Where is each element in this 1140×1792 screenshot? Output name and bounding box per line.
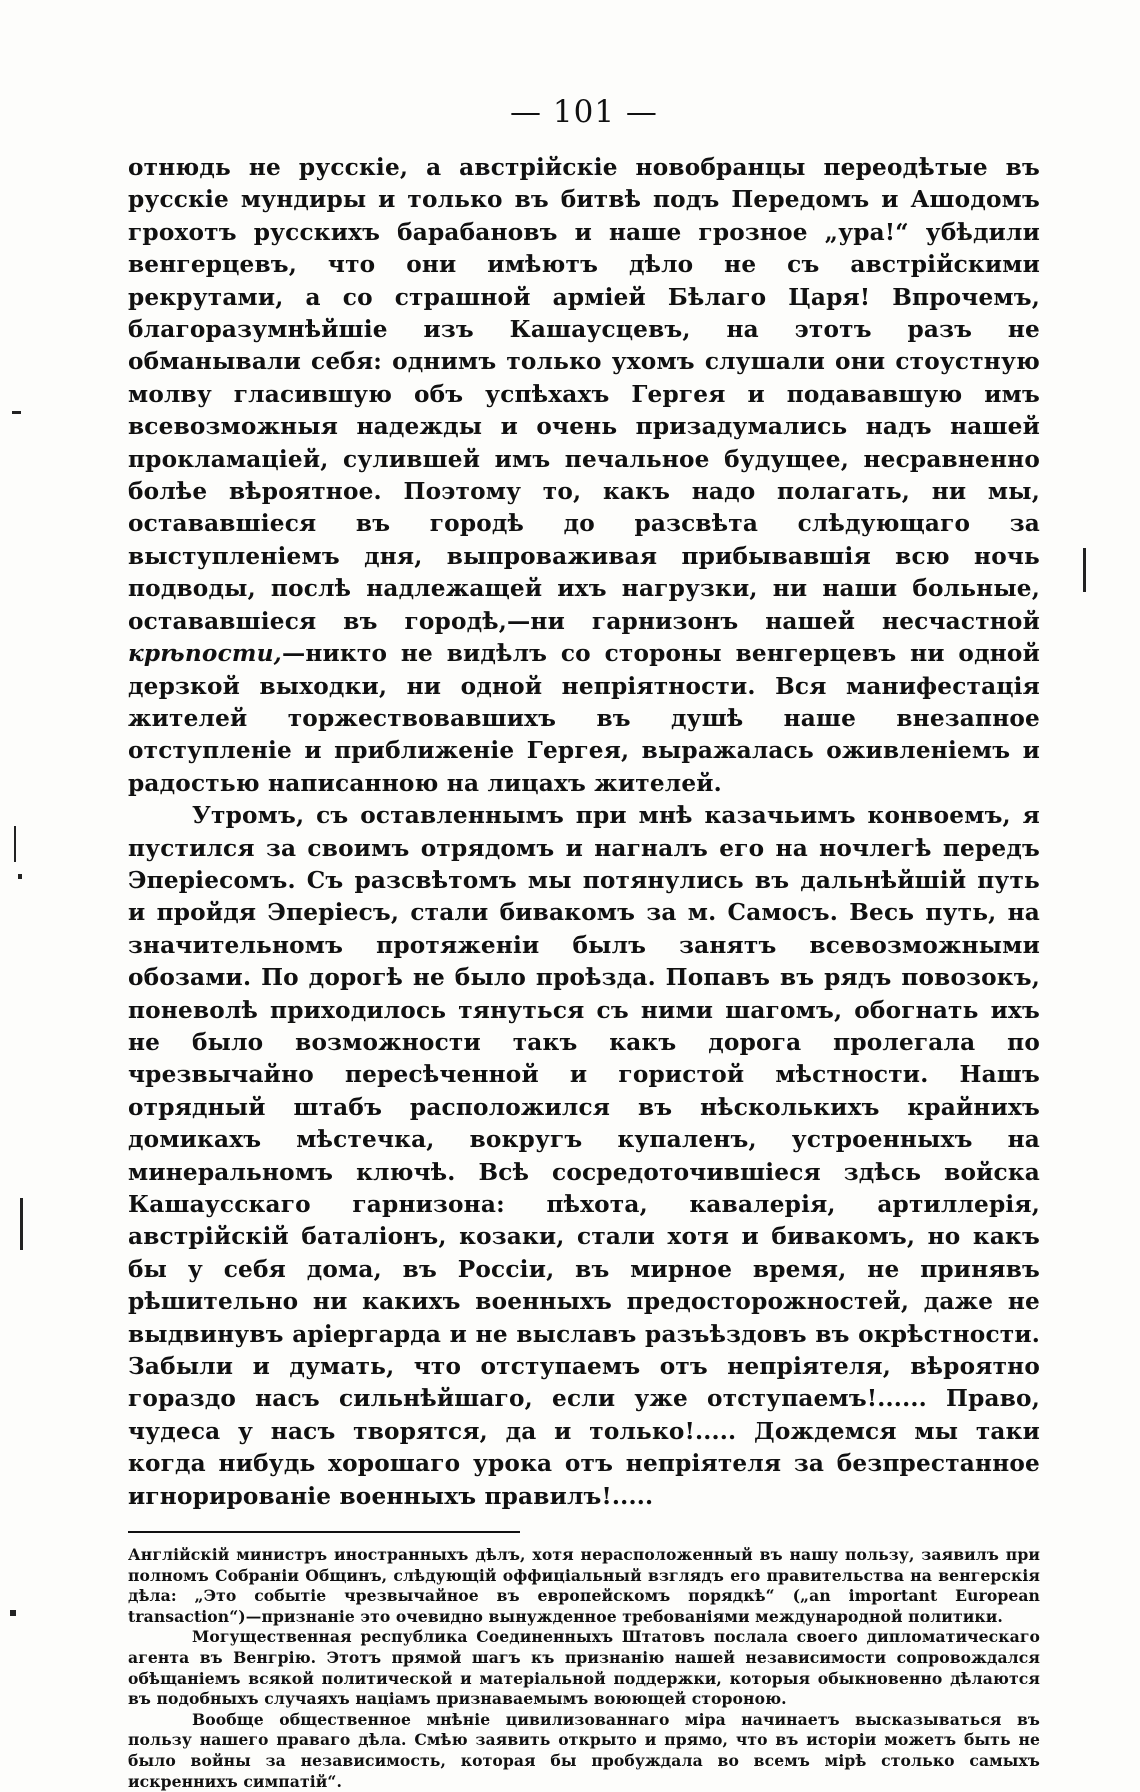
paragraph-1-text: отнюдь не русскіе, а австрійскіе новобранцы переодѣтые въ русскіе мундиры и только въ битвѣ подъ Передомъ и Ашодомъ грохотъ русскихъ барабановъ и наше грозное „ура!“ убѣдили венгерцевъ, что они имѣютъ дѣло не съ австрійскими рекрутами, а со страшной арміей Бѣлаго Царя! Впрочемъ, благоразумнѣйшіе изъ Кашаусцевъ, на этотъ разъ не обманывали себя: однимъ только ухомъ слушали они стоустную молву гласившую объ успѣхахъ Гергея и подававшую имъ всевозможныя надежды и очень призадумались надъ нашей прокламаціей, сулившей имъ печальное будущее, несравненно болѣе вѣроятное. Поэтому то, какъ надо полагать, ни мы, остававшіеся въ городѣ до разсвѣта слѣдующаго за выступленіемъ дня, выпроваживая прибывавшія всю ночь подводы, послѣ надлежащей ихъ нагрузки, ни наши больные, остававшіеся въ городѣ,—ни гарнизонъ нашей несчастной: [128, 154, 1040, 635]
paragraph-1-italic-word: крѣпости,: [128, 640, 282, 668]
paragraph-2: Утромъ, съ оставленнымъ при мнѣ казачьимъ конвоемъ, я пустился за своимъ отрядомъ и нагналъ его на ночлегѣ передъ Эперіесомъ. Съ разсвѣтомъ мы потянулись въ дальнѣйшій путь и пройдя Эперіесъ, стали бивакомъ за м. Самосъ. Весь путь, на значительномъ протяженіи былъ занятъ всевозможными обозами. По дорогѣ не было проѣзда. Попавъ въ рядъ повозокъ, поневолѣ приходилось тянуться съ ними шагомъ, обогнать ихъ не было возможности такъ какъ дорога пролегала по чрезвычайно пересѣченной и гористой мѣстности. Нашъ отрядный штабъ расположился въ нѣсколькихъ крайнихъ домикахъ мѣстечка, вокругъ купаленъ, устроенныхъ на минеральномъ ключѣ. Всѣ сосредоточившіеся здѣсь войска Кашаусскаго гарнизона: пѣхота, кавалерія, артиллерія, австрійскій баталіонъ, козаки, стали хотя и бивакомъ, но какъ бы у себя дома, въ Россіи, въ мирное время, не принявъ рѣшительно ни какихъ военныхъ предосторожностей, даже не выдвинувъ аріергарда и не выславъ разъѣздовъ въ окрѣстности. Забыли и думать, что отступаемъ отъ непріятеля, вѣроятно гораздо насъ сильнѣйшаго, если уже отступаемъ!...... Право, чудеса у насъ творятся, да и только!..... Дождемся мы таки когда нибудь хорошаго урока отъ непріятеля за безпрестанное игнорированіе военныхъ правилъ!.....: [128, 802, 1040, 1510]
footnote-3: Вообще общественное мнѣніе цивилизованнаго міра начинаетъ высказываться въ пользу нашего праваго дѣла. Смѣю заявить открыто и прямо, что въ исторіи можетъ быть не было войны за независимость, которая бы пробуждала во всемъ мірѣ столько самыхъ искреннихъ симпатій“.: [128, 1709, 1040, 1791]
footnote-1: Англійскій министръ иностранныхъ дѣлъ, хотя нерасположенный въ нашу пользу, заявилъ при полномъ Собраніи Общинъ, слѣдующій оффиціальный взглядъ его правительства на венгерскія дѣла: „Это событіе чрезвычайное въ европейскомъ порядкѣ“ („an important European transaction“)—признаніе это очевидно вынужденное требованіями международной политики.: [128, 1545, 1040, 1626]
scan-artifact-mark: [20, 1198, 23, 1250]
scan-artifact-mark: [14, 826, 16, 862]
main-text: [128, 152, 1040, 1513]
scan-artifact-mark: [18, 874, 22, 879]
footnotes: [128, 1545, 1040, 1792]
page-number: — 101 —: [510, 94, 658, 130]
scan-artifact-mark: [1083, 548, 1086, 592]
paragraph-1: [128, 152, 1040, 800]
footnote-2: Могущественная республика Соединенныхъ Штатовъ послала своего дипломатическаго агента въ Венгрію. Этотъ прямой шагъ къ признанію нашей независимости сопровождался обѣщаніемъ всякой политической и матеріальной поддержки, которыя обыкновенно дѣлаются въ подобныхъ случаяхъ націамъ признаваемымъ воюющей стороною.: [128, 1627, 1040, 1709]
scan-artifact-mark: [10, 1610, 16, 1616]
document-page: [128, 92, 1040, 1792]
scan-artifact-mark: [12, 411, 21, 414]
paragraph-1-text-continued: —никто не видѣлъ со стороны венгерцевъ ни одной дерзкой выходки, ни одной непріятности. Вся манифестація жителей торжествовавшихъ въ душѣ наше внезапное отступленіе и приближеніе Гергея, выражалась оживленіемъ и радостью написанною на лицахъ жителей.: [128, 640, 1040, 797]
footnote-divider: [128, 1531, 520, 1533]
